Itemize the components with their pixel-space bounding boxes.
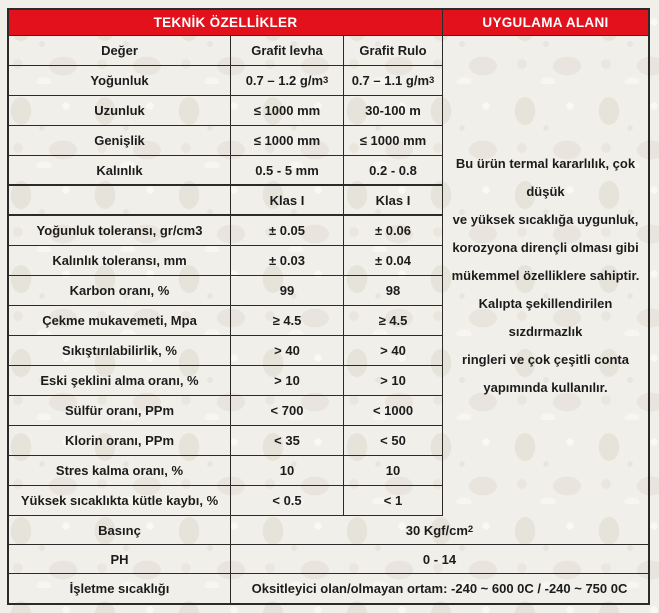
spec-table-row: [9, 486, 442, 516]
spec-row-label: Klorin oranı, PPm: [9, 426, 231, 455]
spec-table-row: [9, 336, 442, 366]
application-area-block: [442, 10, 648, 516]
grafit-rulo-value: < 1000: [372, 403, 414, 418]
grafit-rulo-value: 98: [385, 283, 401, 298]
grafit-levha-value: 0.7 – 1.2 g/m 3: [231, 66, 344, 95]
grafit-levha-value: > 40: [231, 336, 344, 365]
spec-row-label: Kalınlık: [9, 156, 231, 184]
grafit-levha-value: Klas I: [231, 186, 344, 214]
spec-table-row: [9, 66, 442, 96]
application-text-line: ringleri ve çok çeşitli conta: [462, 352, 629, 367]
grafit-rulo-value: 30-100 m: [365, 103, 421, 118]
spec-row-label: Karbon oranı, %: [9, 276, 231, 305]
spec-table-row: [9, 186, 442, 216]
spec-row-label: Uzunluk: [9, 96, 231, 125]
spec-row-label: Çekme mukavemeti, Mpa: [9, 306, 231, 335]
spec-row-value: 30 Kgf/cm 2: [405, 522, 474, 538]
spec-row-label: PH: [9, 545, 231, 573]
grafit-rulo-value: < 50: [380, 433, 406, 448]
application-text-line: korozyona dirençli olması gibi: [452, 240, 639, 255]
spec-table-row: [9, 216, 442, 246]
spec-row-label: Eski şeklini alma oranı, %: [9, 366, 231, 395]
spec-row-label: Yoğunluk toleransı, gr/cm3: [9, 216, 231, 245]
spec-table-row: [9, 306, 442, 336]
spec-row-label: Stres kalma oranı, %: [9, 456, 231, 485]
application-text-line: yapımında kullanılır.: [483, 380, 608, 395]
grafit-levha-value: ≤ 1000 mm: [231, 96, 344, 125]
grafit-levha-value: Grafit levha: [231, 36, 344, 65]
grafit-rulo-value: ± 0.04: [374, 253, 412, 268]
grafit-levha-value: > 10: [231, 366, 344, 395]
spec-table-bottom-section: [9, 516, 648, 603]
spec-row-label: Sıkıştırılabilirlik, %: [9, 336, 231, 365]
technical-specs-block: [9, 10, 442, 516]
spec-row-label: Yoğunluk: [9, 66, 231, 95]
grafit-rulo-value: < 1: [383, 493, 403, 508]
spec-table-bottom-row: [9, 574, 648, 603]
spec-row-label: [9, 186, 231, 214]
spec-table-row: [9, 276, 442, 306]
application-area-text: [443, 36, 648, 516]
application-area-header: UYGULAMA ALANI: [443, 10, 648, 36]
spec-table-row: [9, 126, 442, 156]
grafit-levha-value: ≥ 4.5: [231, 306, 344, 335]
grafit-rulo-value: ≥ 4.5: [378, 313, 408, 328]
grafit-levha-value: 10: [231, 456, 344, 485]
technical-specs-header: TEKNİK ÖZELLİKLER: [9, 10, 442, 36]
grafit-levha-value: < 0.5: [231, 486, 344, 515]
spec-table-bottom-row: [9, 516, 648, 545]
spec-table-row: [9, 36, 442, 66]
application-text-line: Kalıpta şekillendirilen sızdırmazlık: [478, 296, 613, 339]
grafit-levha-value: < 35: [231, 426, 344, 455]
spec-row-label: İşletme sıcaklığı: [9, 574, 231, 603]
spec-table-row: [9, 366, 442, 396]
spec-row-label: Değer: [9, 36, 231, 65]
grafit-levha-value: ± 0.03: [231, 246, 344, 275]
spec-table-row: [9, 396, 442, 426]
grafit-levha-value: 99: [231, 276, 344, 305]
grafit-rulo-value: Grafit Rulo: [359, 43, 427, 58]
spec-row-label: Genişlik: [9, 126, 231, 155]
application-text-line: mükemmel özelliklere sahiptir.: [451, 268, 640, 283]
grafit-rulo-value: 0.2 - 0.8: [369, 162, 417, 178]
spec-table-row: [9, 246, 442, 276]
spec-row-value: Oksitleyici olan/olmayan ortam: -240 ~ 600 0C / -240 ~ 750 0C: [251, 581, 628, 596]
grafit-levha-value: 0.5 - 5 mm: [231, 156, 344, 184]
application-text-line: ve yüksek sıcaklığa uygunluk,: [452, 212, 639, 227]
spec-table-row: [9, 96, 442, 126]
spec-table-row: [9, 456, 442, 486]
spec-row-label: Basınç: [9, 516, 231, 544]
spec-row-value: 0 - 14: [422, 551, 457, 567]
grafit-levha-value: ± 0.05: [231, 216, 344, 245]
grafit-rulo-value: > 40: [380, 343, 406, 358]
grafit-levha-value: ≤ 1000 mm: [231, 126, 344, 155]
spec-table-bottom-row: [9, 545, 648, 574]
grafit-rulo-value: ± 0.06: [374, 223, 412, 238]
spec-table-row: [9, 156, 442, 186]
spec-row-label: Kalınlık toleransı, mm: [9, 246, 231, 275]
spec-table-row: [9, 426, 442, 456]
spec-row-label: Yüksek sıcaklıkta kütle kaybı, %: [9, 486, 231, 515]
spec-table: [7, 8, 650, 605]
grafit-rulo-value: 10: [385, 463, 401, 478]
grafit-levha-value: < 700: [231, 396, 344, 425]
grafit-rulo-value: Klas I: [375, 192, 411, 208]
grafit-rulo-value: > 10: [380, 373, 406, 388]
spec-table-top-section: [9, 10, 648, 516]
spec-row-label: Sülfür oranı, PPm: [9, 396, 231, 425]
application-text-line: Bu ürün termal kararlılık, çok düşük: [455, 156, 636, 199]
grafit-rulo-value: 0.7 – 1.1 g/m 3: [351, 73, 435, 88]
grafit-rulo-value: ≤ 1000 mm: [359, 133, 427, 148]
spec-rows-container: [9, 36, 442, 516]
